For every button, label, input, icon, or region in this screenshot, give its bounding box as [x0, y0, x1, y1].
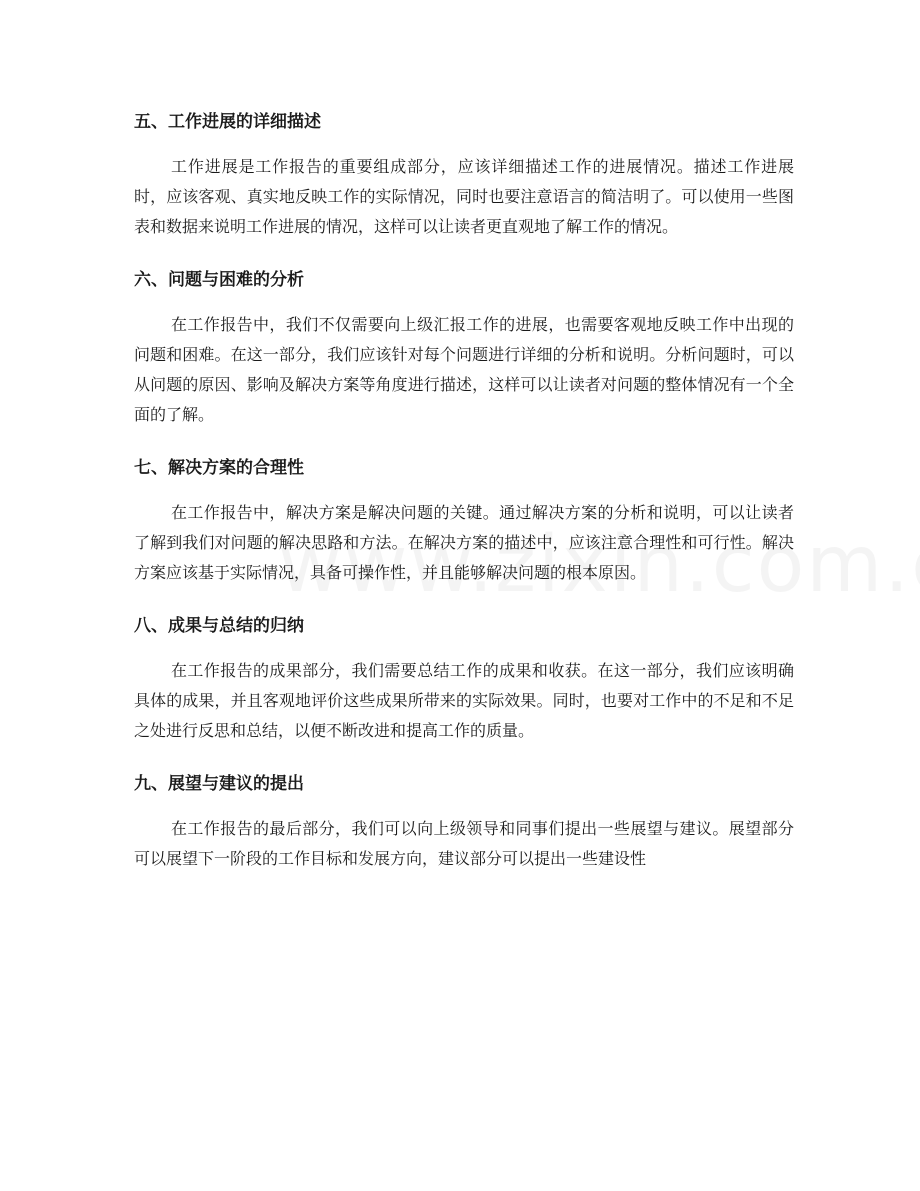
section-heading: 八、成果与总结的归纳 [134, 616, 304, 636]
section-paragraph: 工作进展是工作报告的重要组成部分，应该详细描述工作的进展情况。描述工作进展时，应该客观、真实地反映工作的实际情况，同时也要注意语言的简洁明了。可以使用一些图表和数据来说明工作进展的情况，这样可以让读者更直观地了解工作的情况。 [134, 157, 794, 236]
section-paragraph: 在工作报告中，解决方案是解决问题的关键。通过解决方案的分析和说明，可以让读者了解到我们对问题的解决思路和方法。在解决方案的描述中，应该注意合理性和可行性。解决方案应该基于实际情况，具备可操作性，并且能够解决问题的根本原因。 [134, 503, 794, 582]
section-paragraph: 在工作报告的最后部分，我们可以向上级领导和同事们提出一些展望与建议。展望部分可以展望下一阶段的工作目标和发展方向，建议部分可以提出一些建设性 [134, 819, 794, 868]
section-heading: 七、解决方案的合理性 [134, 458, 304, 478]
section-paragraph: 在工作报告中，我们不仅需要向上级汇报工作的进展，也需要客观地反映工作中出现的问题和困难。在这一部分，我们应该针对每个问题进行详细的分析和说明。分析问题时，可以从问题的原因、影响及解决方案等角度进行描述，这样可以让读者对问题的整体情况有一个全面的了解。 [134, 315, 794, 424]
section-paragraph: 在工作报告的成果部分，我们需要总结工作的成果和收获。在这一部分，我们应该明确具体的成果，并且客观地评价这些成果所带来的实际效果。同时，也要对工作中的不足和不足之处进行反思和总结，以便不断改进和提高工作的质量。 [134, 661, 794, 740]
section-heading: 五、工作进展的详细描述 [134, 112, 321, 132]
section-8 [134, 608, 794, 746]
section-7 [134, 450, 794, 588]
section-5 [134, 104, 794, 242]
section-6 [134, 262, 794, 430]
section-9 [134, 766, 794, 874]
section-heading: 六、问题与困难的分析 [134, 270, 304, 290]
section-heading: 九、展望与建议的提出 [134, 774, 304, 794]
document-body [134, 104, 794, 894]
